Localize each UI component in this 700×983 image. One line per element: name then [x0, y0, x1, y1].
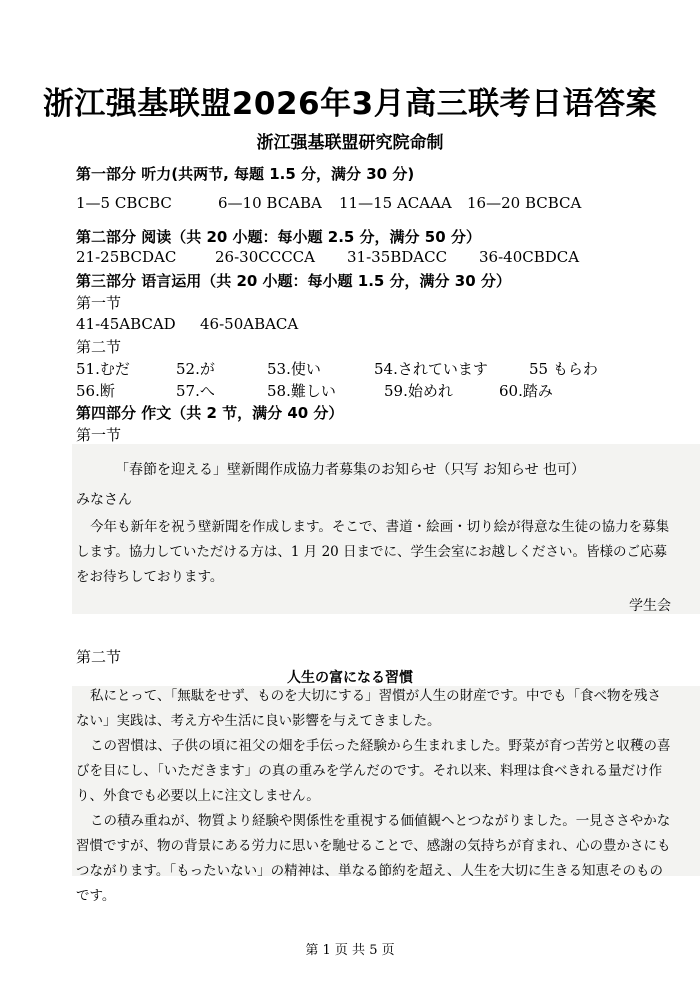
part3-answer: 46-50ABACA	[200, 315, 299, 333]
part4-section1-label: 第一节	[76, 426, 122, 444]
essay-paragraph: この習慣は、子供の頃に祖父の畑を手伝った経験から生まれました。野菜が育つ苦労と収穫の喜びを目にし、「いただきます」の真の重みを学んだのです。それ以来、料理は食べきれる量だけ作り、外食でも必要以上に注文しません。	[76, 738, 671, 804]
part3-fill-answer: 54.されています	[374, 360, 488, 378]
part3-fill-answer: 57.へ	[176, 382, 215, 400]
essay-paragraph: この積み重ねが、物質より経験や関係性を重視する価値観へとつながりました。一見ささやかな習慣ですが、物の背景にある労力に思いを馳せることで、感謝の気持ちが育まれ、心の豊かさにもつながります。「もったいない」の精神は、単なる節約を超え、人生を大切に生きる知恵そのものです。	[76, 813, 671, 904]
part4-section2-label: 第二节	[76, 648, 122, 666]
part3-fill-answer: 55 もらわ	[529, 360, 598, 378]
part3-answer: 41-45ABCAD	[76, 315, 176, 333]
page-footer: 第 1 页 共 5 页	[305, 943, 395, 958]
part3-fill-answer: 58.難しい	[267, 382, 336, 400]
notice-title: 「春節を迎える」壁新聞作成協力者募集のお知らせ（只写 お知らせ 也可）	[114, 462, 586, 478]
part3-fill-answer: 56.断	[76, 382, 115, 400]
notice-body: 今年も新年を祝う壁新聞を作成します。そこで、書道・絵画・切り絵が得意な生徒の協力を募集します。協力していただける方は、1 月 20 日までに、学生会室にお越しください。皆様のご応募をお待ちしております。	[76, 519, 670, 585]
part3-fill-answer: 59.始めれ	[384, 382, 453, 400]
part3-fill-answer: 53.使い	[267, 360, 321, 378]
part2-answer: 36-40CBDCA	[479, 248, 580, 266]
part2-answer: 31-35BDACC	[347, 248, 448, 266]
part1-answer: 16—20 BCBCA	[467, 194, 582, 212]
essay-paragraph: 私にとって、「無駄をせず、ものを大切にする」習慣が人生の財産です。中でも「食べ物を残さない」実践は、考え方や生活に良い影響を与えてきました。	[76, 688, 662, 729]
part4-heading: 第四部分 作文（共 2 节，满分 40 分）	[76, 404, 344, 422]
part3-fill-answer: 52.が	[176, 360, 215, 378]
part1-answer: 6—10 BCABA	[218, 194, 322, 212]
part2-answer: 26-30CCCCA	[215, 248, 315, 266]
part1-answer: 11—15 ACAAA	[339, 194, 452, 212]
notice-signature: 学生会	[629, 598, 671, 614]
essay-title: 人生の富になる習慣	[287, 670, 413, 686]
part1-answer: 1—5 CBCBC	[76, 194, 172, 212]
part3-heading: 第三部分 语言运用（共 20 小题：每小题 1.5 分，满分 30 分）	[76, 272, 511, 290]
page-title: 浙江强基联盟2026年3月高三联考日语答案	[42, 86, 658, 122]
part1-heading: 第一部分 听力(共两节, 每题 1.5 分，满分 30 分)	[76, 165, 415, 183]
part3-section2-label: 第二节	[76, 338, 122, 356]
part3-fill-answer: 51.むだ	[76, 360, 130, 378]
part2-heading: 第二部分 阅读（共 20 小题：每小题 2.5 分，满分 50 分）	[76, 228, 481, 246]
page-subtitle: 浙江强基联盟研究院命制	[256, 133, 444, 153]
part3-fill-answer: 60.踏み	[499, 382, 553, 400]
part3-section1-label: 第一节	[76, 294, 122, 312]
part2-answer: 21-25BCDAC	[76, 248, 177, 266]
notice-salutation: みなさん	[76, 492, 132, 508]
